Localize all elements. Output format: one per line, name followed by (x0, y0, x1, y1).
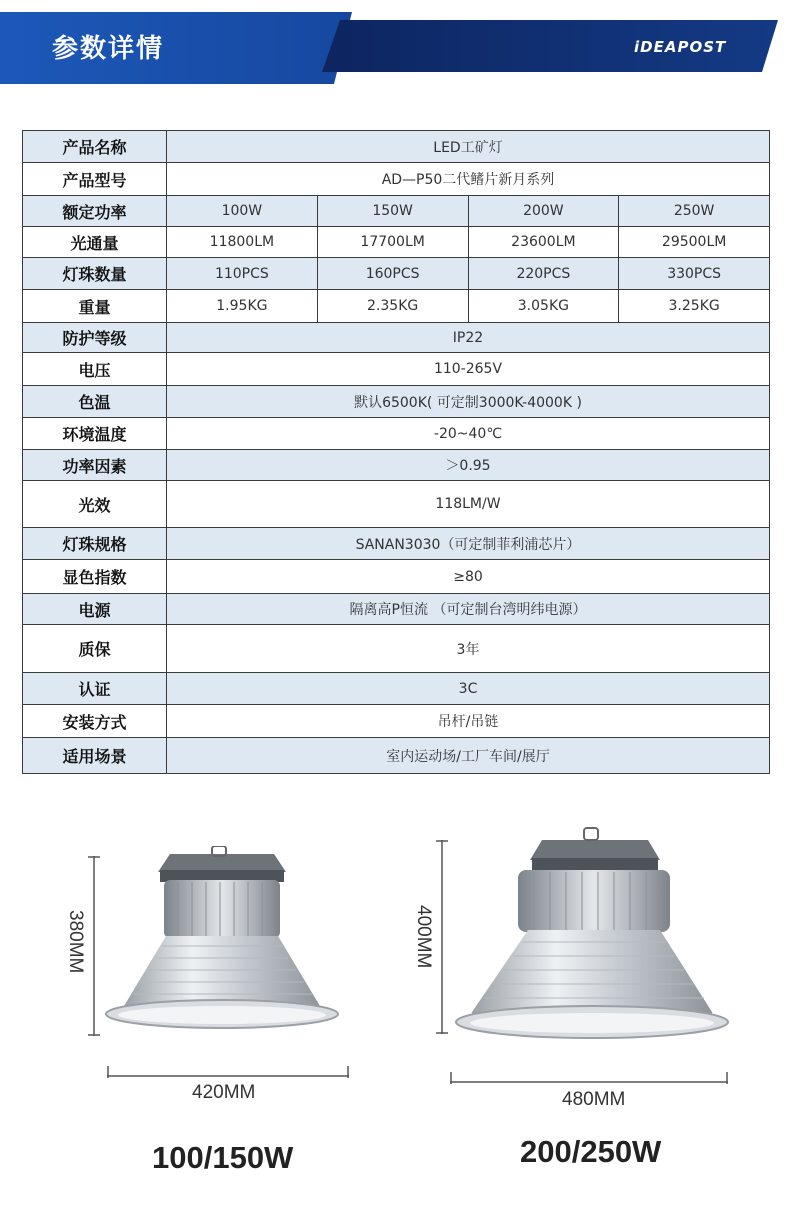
brand-logo: iDEAPOST (634, 38, 727, 56)
height-dimension-line-2 (436, 840, 448, 1034)
spec-value: SANAN3030（可定制菲利浦芯片） (167, 528, 770, 560)
spec-label: 安装方式 (23, 705, 167, 738)
spec-label: 质保 (23, 625, 167, 673)
height-label-2: 400MM (413, 905, 434, 969)
spec-value: 室内运动场/工厂车间/展厅 (167, 738, 770, 774)
spec-value: 330PCS (619, 258, 770, 290)
spec-row (23, 386, 770, 418)
spec-row (23, 625, 770, 673)
spec-value: 23600LM (468, 227, 619, 258)
spec-label: 适用场景 (23, 738, 167, 774)
height-label-1: 380MM (65, 910, 86, 974)
spec-label: 防护等级 (23, 323, 167, 353)
spec-row (23, 528, 770, 560)
lamp-image-small (88, 846, 358, 1046)
spec-row (23, 738, 770, 774)
model-label-2: 200/250W (520, 1134, 662, 1169)
spec-row (23, 673, 770, 705)
spec-value: ≥80 (167, 560, 770, 594)
spec-label: 认证 (23, 673, 167, 705)
spec-label: 环境温度 (23, 418, 167, 450)
spec-label: 产品名称 (23, 131, 167, 163)
spec-value: 100W (167, 196, 318, 227)
spec-value: 隔离高P恒流 （可定制台湾明纬电源） (167, 594, 770, 625)
spec-label: 色温 (23, 386, 167, 418)
spec-row (23, 594, 770, 625)
spec-value: 3.25KG (619, 290, 770, 323)
spec-value: 吊杆/吊链 (167, 705, 770, 738)
spec-row (23, 418, 770, 450)
spec-table (22, 130, 770, 774)
spec-value: 110-265V (167, 353, 770, 386)
spec-value: 160PCS (317, 258, 468, 290)
spec-label: 光效 (23, 481, 167, 528)
spec-row (23, 450, 770, 481)
spec-value: 220PCS (468, 258, 619, 290)
width-label-1: 420MM (192, 1082, 256, 1103)
spec-value: 2.35KG (317, 290, 468, 323)
header-banner (0, 0, 790, 84)
spec-value: 250W (619, 196, 770, 227)
spec-row (23, 323, 770, 353)
spec-row (23, 560, 770, 594)
width-label-2: 480MM (562, 1089, 626, 1110)
spec-label: 光通量 (23, 227, 167, 258)
spec-value: 200W (468, 196, 619, 227)
spec-value: 110PCS (167, 258, 318, 290)
spec-value: 默认6500K( 可定制3000K-4000K ) (167, 386, 770, 418)
lamp-image-large (446, 826, 736, 1051)
spec-value: 3C (167, 673, 770, 705)
spec-label: 功率因素 (23, 450, 167, 481)
spec-label: 产品型号 (23, 163, 167, 196)
spec-value: 17700LM (317, 227, 468, 258)
spec-row (23, 353, 770, 386)
model-label-1: 100/150W (152, 1140, 294, 1175)
spec-value: IP22 (167, 323, 770, 353)
page-title: 参数详情 (52, 34, 165, 64)
spec-row (23, 481, 770, 528)
width-dimension-line-1 (107, 1062, 349, 1078)
spec-label: 灯珠规格 (23, 528, 167, 560)
spec-value: 3年 (167, 625, 770, 673)
spec-value: 150W (317, 196, 468, 227)
spec-value: 3.05KG (468, 290, 619, 323)
spec-value: 29500LM (619, 227, 770, 258)
width-dimension-line-2 (450, 1068, 728, 1084)
spec-row (23, 163, 770, 196)
spec-value: 1.95KG (167, 290, 318, 323)
spec-row (23, 290, 770, 323)
spec-value: 118LM/W (167, 481, 770, 528)
spec-label: 电源 (23, 594, 167, 625)
spec-value: -20~40℃ (167, 418, 770, 450)
spec-label: 重量 (23, 290, 167, 323)
height-dimension-line-1 (88, 856, 100, 1036)
spec-value: ＞0.95 (167, 450, 770, 481)
spec-label: 显色指数 (23, 560, 167, 594)
spec-label: 灯珠数量 (23, 258, 167, 290)
spec-value: 11800LM (167, 227, 318, 258)
spec-row (23, 196, 770, 227)
spec-row (23, 258, 770, 290)
spec-label: 额定功率 (23, 196, 167, 227)
spec-value: AD—P50二代鳍片新月系列 (167, 163, 770, 196)
spec-row (23, 705, 770, 738)
spec-row (23, 131, 770, 163)
spec-value: LED工矿灯 (167, 131, 770, 163)
spec-row (23, 227, 770, 258)
spec-label: 电压 (23, 353, 167, 386)
